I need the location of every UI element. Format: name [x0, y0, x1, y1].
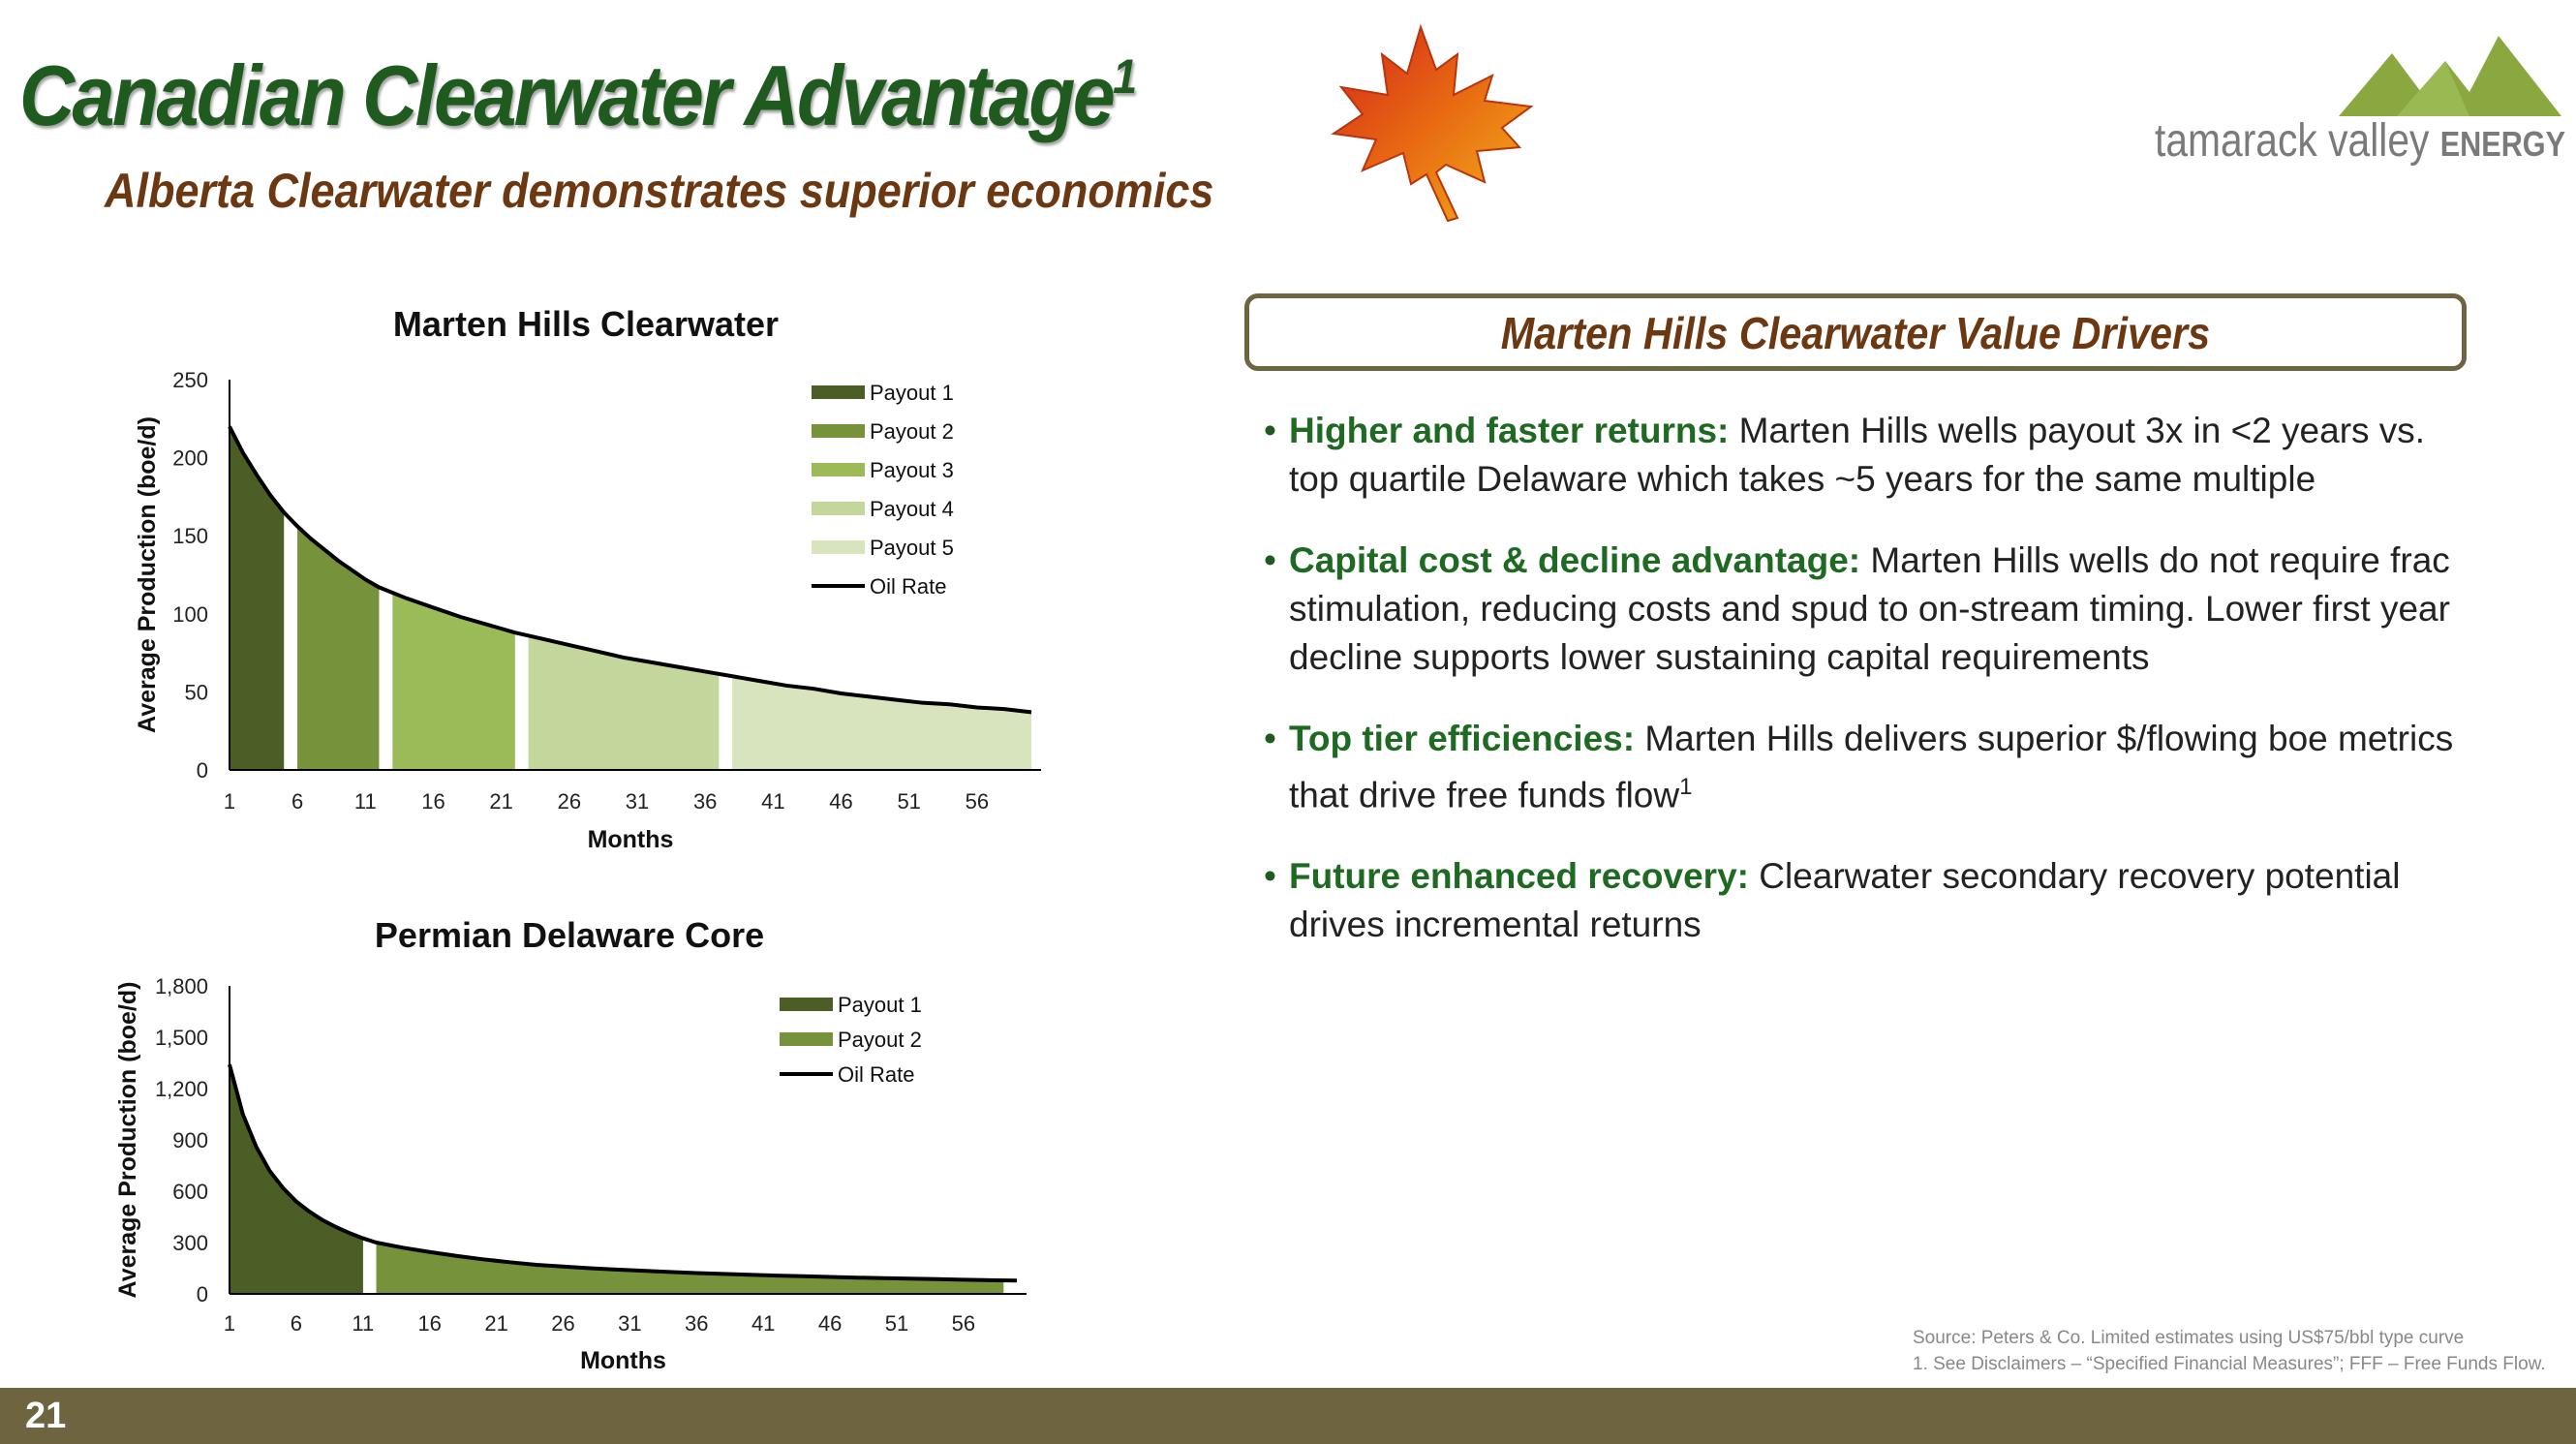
footer-bar [0, 1388, 2576, 1444]
permian-delaware-chart [0, 906, 1162, 1380]
y-tick-label: 300 [172, 1231, 208, 1255]
page-number: 21 [25, 1396, 67, 1436]
bullet-footnote-marker: 1 [1679, 774, 1693, 800]
x-tick-label: 41 [761, 789, 785, 814]
logo-name: tamarack valley [2155, 115, 2430, 167]
legend-label: Oil Rate [870, 574, 947, 599]
x-tick-label: 41 [751, 1311, 776, 1336]
y-axis-label: Average Production (boe/d) [134, 416, 161, 733]
source-notes [1913, 1325, 2546, 1377]
page-title [19, 46, 1134, 145]
legend-swatch-payout-3 [812, 463, 865, 476]
y-tick-label: 250 [172, 368, 208, 392]
source-line: Source: Peters & Co. Limited estimates using US$75/bbl type curve [1913, 1328, 2465, 1348]
y-tick-label: 50 [184, 680, 208, 705]
y-tick-label: 0 [196, 758, 208, 783]
legend-swatch-payout-5 [812, 540, 865, 554]
bullet-capital-cost [1264, 537, 2474, 682]
x-tick-label: 56 [965, 789, 990, 814]
bullet-efficiencies [1264, 715, 2474, 819]
bullet-dot: • [1264, 856, 1276, 897]
y-tick-label: 600 [172, 1180, 208, 1204]
x-axis-label: Months [587, 826, 674, 853]
x-tick-label: 21 [484, 1311, 508, 1336]
y-tick-label: 0 [196, 1282, 208, 1306]
x-axis-label: Months [580, 1347, 666, 1374]
page-subtitle: Alberta Clearwater demonstrates superior economics [105, 164, 1214, 218]
bullet-heading: Top tier efficiencies: [1289, 719, 1636, 758]
chart-title: Marten Hills Clearwater [392, 304, 780, 344]
payout-area-fill-1 [230, 1064, 363, 1294]
value-drivers-list [1264, 407, 2474, 982]
legend-label: Payout 1 [870, 381, 954, 405]
bullet-text: Marten Hills delivers superior $/flowing boe metrics that drive free funds flow [1289, 719, 2454, 815]
y-tick-label: 200 [172, 445, 208, 471]
x-tick-label: 51 [884, 1311, 909, 1336]
x-tick-label: 21 [489, 789, 513, 814]
legend-label: Payout 1 [838, 993, 922, 1017]
legend-label: Payout 3 [870, 458, 954, 482]
legend-label: Payout 4 [870, 497, 954, 521]
page-title-text: Canadian Clearwater Advantage [19, 47, 1114, 143]
payout-area-fill-3 [392, 593, 514, 770]
x-tick-label: 6 [290, 1311, 303, 1336]
bullet-text: Clearwater secondary recovery potential drives incremental returns [1289, 856, 2401, 945]
logo-wordmark [2155, 114, 2565, 168]
y-tick-label: 1,200 [154, 1077, 208, 1101]
y-tick-label: 150 [172, 524, 208, 549]
bullet-dot: • [1264, 540, 1276, 580]
marten-hills-chart [0, 291, 1162, 872]
bullet-recovery [1264, 852, 2474, 949]
x-tick-label: 36 [692, 789, 718, 814]
bullet-text: Marten Hills wells do not require frac stimulation, reducing costs and spud to on-stream timing. Lower first year decline supports lower sustaining capital requirements [1289, 540, 2450, 677]
x-tick-label: 46 [829, 789, 853, 814]
title-footnote-marker: 1 [1113, 49, 1135, 104]
x-tick-label: 26 [551, 1311, 575, 1336]
legend-swatch-payout-2 [812, 424, 865, 438]
x-tick-label: 6 [291, 789, 304, 814]
legend-label: Payout 2 [870, 419, 954, 444]
x-tick-label: 51 [897, 789, 921, 814]
bullet-heading: Future enhanced recovery: [1289, 856, 1749, 897]
x-tick-label: 26 [557, 789, 582, 814]
footnote-line: 1. See Disclaimers – “Specified Financial Measures”; FFF – Free Funds Flow. [1913, 1354, 2546, 1374]
y-axis-label: Average Production (boe/d) [114, 981, 141, 1299]
legend-swatch-payout-1 [812, 385, 865, 399]
x-tick-label: 56 [951, 1311, 976, 1336]
chart-title: Permian Delaware Core [374, 915, 765, 955]
bullet-dot: • [1264, 411, 1276, 450]
bullet-heading: Higher and faster returns: [1289, 411, 1730, 450]
x-tick-label: 11 [353, 789, 377, 814]
legend-swatch-payout-4 [812, 502, 865, 515]
bullet-text: Marten Hills wells payout 3x in <2 years vs. top quartile Delaware which takes ~5 years for the same multiple [1289, 411, 2426, 499]
legend-label: Payout 2 [838, 1028, 922, 1052]
x-tick-label: 46 [817, 1311, 843, 1336]
y-tick-label: 1,800 [154, 974, 208, 999]
y-tick-label: 100 [172, 601, 208, 627]
maple-leaf-icon [1312, 19, 1545, 223]
bullet-returns [1264, 407, 2474, 504]
x-tick-label: 31 [618, 1311, 642, 1336]
x-tick-label: 16 [417, 1311, 442, 1336]
x-tick-label: 1 [223, 1311, 236, 1336]
logo-suffix: ENERGY [2439, 124, 2566, 164]
x-tick-label: 36 [685, 1311, 709, 1336]
x-tick-label: 11 [352, 1311, 375, 1336]
bullet-dot: • [1264, 719, 1276, 758]
legend-swatch-payout-2 [780, 1032, 833, 1046]
value-drivers-header [1244, 293, 2467, 371]
x-tick-label: 1 [223, 789, 236, 814]
legend-label: Oil Rate [838, 1062, 915, 1087]
x-tick-label: 16 [421, 789, 445, 814]
value-drivers-title: Marten Hills Clearwater Value Drivers [1500, 308, 2211, 358]
y-tick-label: 900 [172, 1128, 208, 1152]
legend-label: Payout 5 [870, 536, 954, 560]
y-tick-label: 1,500 [154, 1026, 208, 1050]
x-tick-label: 31 [625, 789, 650, 814]
bullet-heading: Capital cost & decline advantage: [1289, 540, 1861, 580]
payout-area-fill-5 [732, 676, 1031, 770]
legend-swatch-payout-1 [780, 998, 833, 1011]
